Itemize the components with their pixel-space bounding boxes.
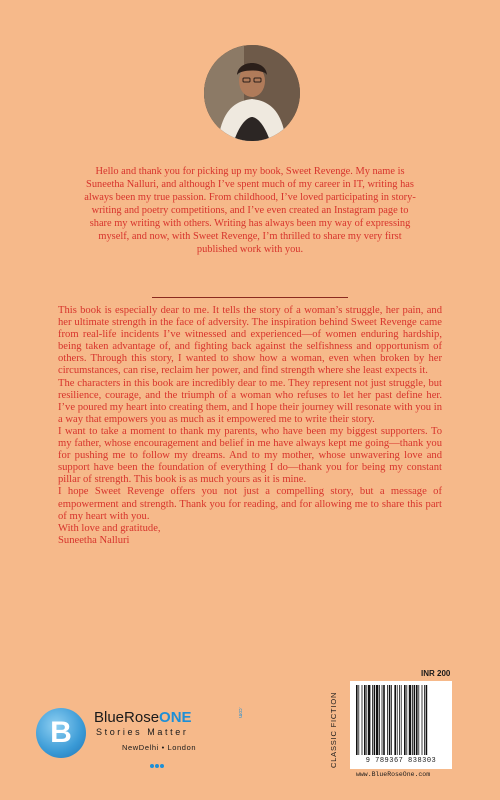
genre-label (329, 678, 341, 768)
publisher-name-accent: ONE (159, 709, 192, 726)
publisher-cities: NewDelhi • London (122, 743, 197, 752)
blurb-paragraph-2: The characters in this book are incredibly dear to me. They represent not just struggle, but resilience, courage, and the triumph of a woman who refuses to let her past define her. I’ve poured my heart into creating them, and I hope their journey will resonate with you in a way that empowers you as much as it empowered me to write their story. (58, 377, 442, 425)
genre-text: CLASSIC FICTION (329, 691, 338, 768)
author-photo (204, 45, 300, 141)
price-label: INR 200 (421, 669, 451, 678)
blurb-paragraph-3: I want to take a moment to thank my parents, who have been my biggest supporters. To my father, whose encouragement and belief in me have always kept me going—thank you for pushing me to follow my dreams. And to my mother, whose unwavering love and support have been the foundation of everything I do—thank you for being my constant pillar of strength. This book is as much yours as it is mine. (58, 425, 442, 486)
blurb-paragraph-1: This book is especially dear to me. It tells the story of a woman’s struggle, her pain, and her ultimate strength in the face of adversity. The inspiration behind Sweet Revenge came from real-life incidents I’ve witnessed and experienced—of women enduring hardship, being taken advantage of, and fighting back against the selfishness and opportunism of others. Through this story, I wanted to show how a woman, even when broken by her circumstances, can rise, reclaim her power, and find strength where she least expects it. (58, 305, 442, 377)
publisher-name-main: BlueRose (94, 709, 160, 726)
barcode-box (350, 681, 452, 769)
closing-line: With love and gratitude, (58, 522, 161, 534)
publisher-name (94, 709, 192, 726)
blurb-paragraph-4: I hope Sweet Revenge offers you not just a compelling story, but a message of empowerment and strength. Thank you for reading, and for allowing me to share this part of my heart with you. (58, 486, 442, 522)
divider (152, 297, 348, 298)
social-icon (160, 764, 164, 768)
social-icon (150, 764, 154, 768)
barcode-icon (355, 685, 447, 755)
social-icons (150, 755, 166, 761)
publisher-logo-icon: B (36, 708, 86, 758)
blurb-body (58, 305, 442, 547)
isbn-number: 9 789367 838303 (365, 757, 437, 765)
publisher-domain-suffix: .com (237, 707, 243, 718)
social-icon (155, 764, 159, 768)
author-signature: Suneetha Nalluri (58, 534, 130, 546)
publisher-website: www.BlueRoseOne.com (356, 771, 431, 778)
author-intro: Hello and thank you for picking up my book, Sweet Revenge. My name is Suneetha Nalluri, and although I’ve spent much of my career in IT, writing has always been my true passion. From childhood, I’ve loved participating in story-writing and poetry competitions, and I’ve even created an Instagram page to share my writing with others. Writing has always been my way of expressing myself, and now, with Sweet Revenge, I’m thrilled to share my very first published work with you. (84, 166, 416, 255)
publisher-tagline: Stories Matter (96, 727, 189, 737)
